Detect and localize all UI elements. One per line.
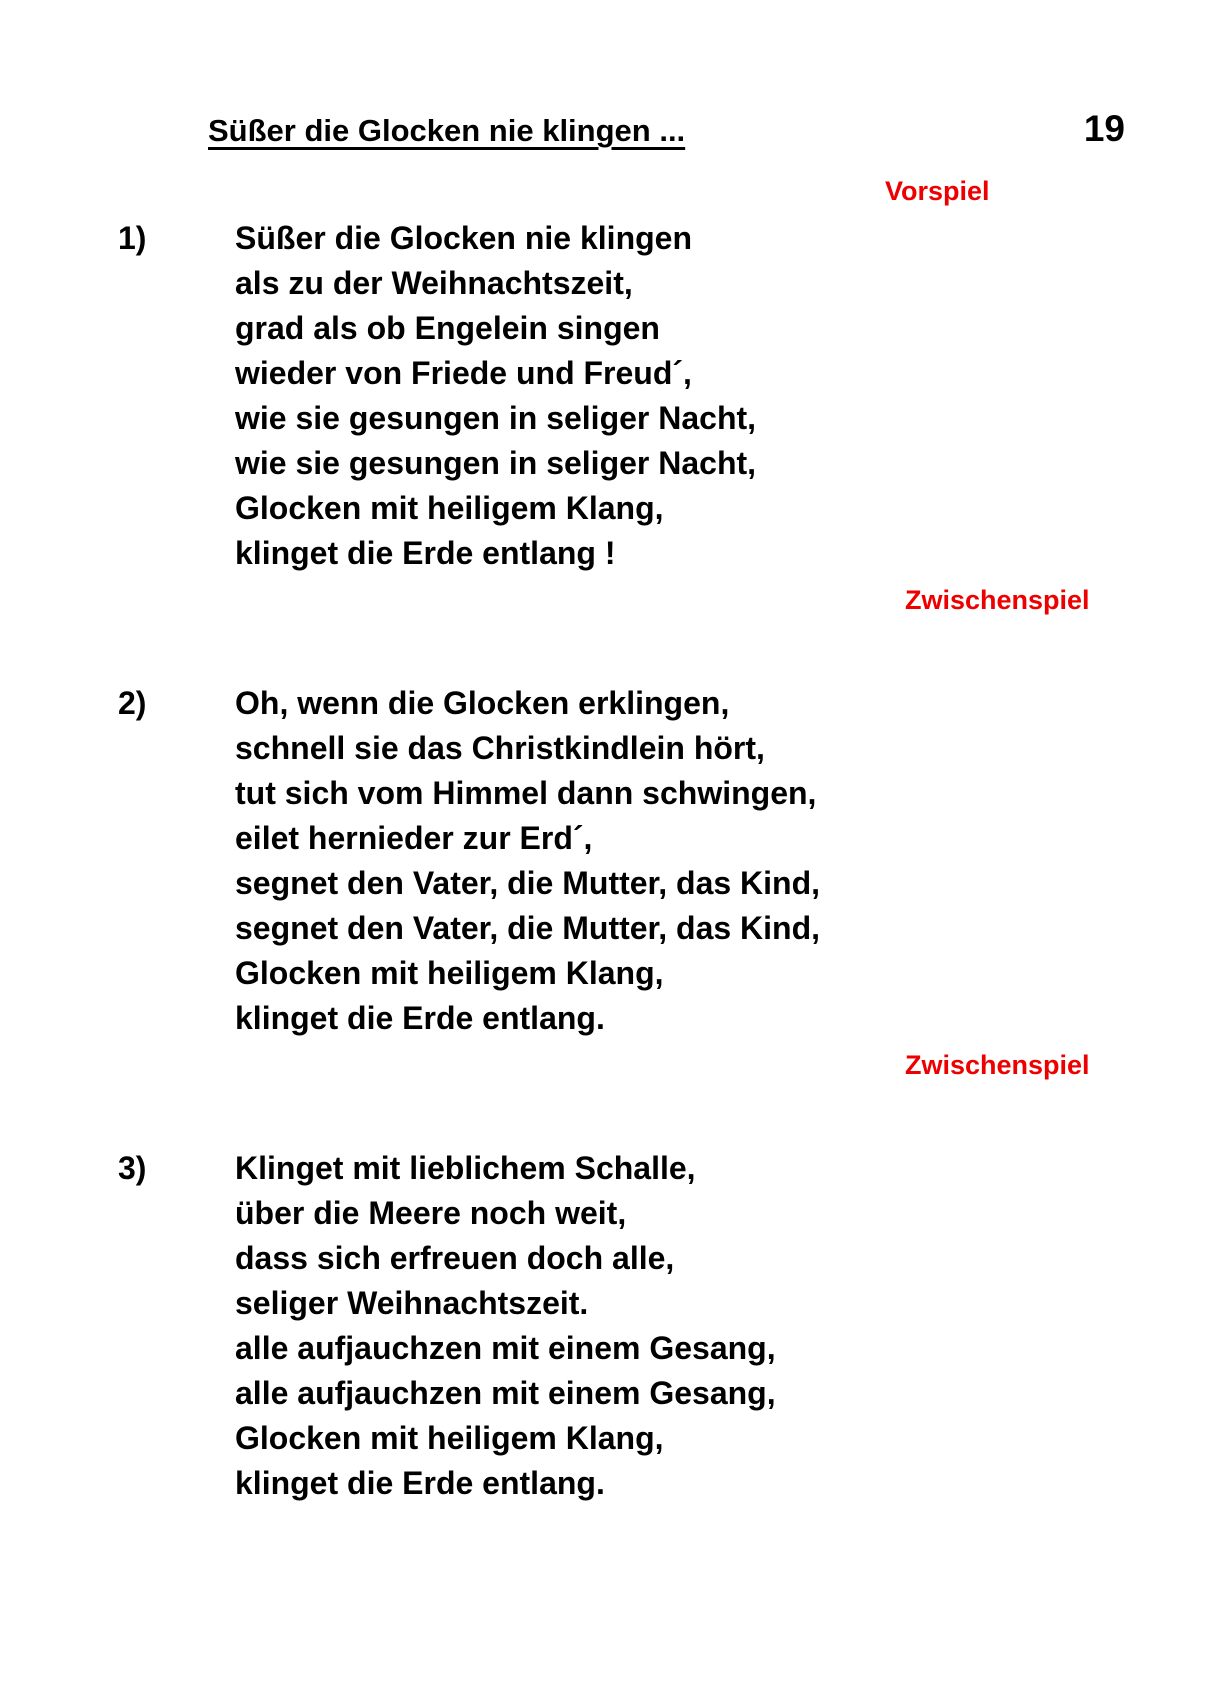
verse-line: Süßer die Glocken nie klingen xyxy=(235,220,692,256)
verse-line: wieder von Friede und Freud´, xyxy=(235,355,692,391)
verse-lines xyxy=(235,681,1224,1041)
interlude-label: Zwischenspiel xyxy=(905,1050,1090,1080)
verse-lines xyxy=(235,216,1224,576)
verse-number: 3) xyxy=(118,1150,147,1186)
verse-line: Klinget mit lieblichem Schalle, xyxy=(235,1150,696,1186)
verse-line: wie sie gesungen in seliger Nacht, xyxy=(235,445,757,481)
verse-line: Glocken mit heiligem Klang, xyxy=(235,490,664,526)
verse-line: über die Meere noch weit, xyxy=(235,1195,627,1231)
verse-line: schnell sie das Christkindlein hört, xyxy=(235,730,765,766)
verse-lines xyxy=(235,1146,1224,1506)
verse-line: wie sie gesungen in seliger Nacht, xyxy=(235,400,757,436)
page-header xyxy=(0,108,1224,158)
verse-line: klinget die Erde entlang. xyxy=(235,1000,605,1036)
verse-line: seliger Weihnachtszeit. xyxy=(235,1285,589,1321)
verse-line: alle aufjauchzen mit einem Gesang, xyxy=(235,1330,776,1366)
verse-line: Oh, wenn die Glocken erklingen, xyxy=(235,685,730,721)
verse-line: alle aufjauchzen mit einem Gesang, xyxy=(235,1375,776,1411)
page-number: 19 xyxy=(1083,108,1125,149)
vorspiel-label: Vorspiel xyxy=(885,176,990,206)
verse-line: Glocken mit heiligem Klang, xyxy=(235,1420,664,1456)
verse-line: segnet den Vater, die Mutter, das Kind, xyxy=(235,910,821,946)
interlude-label: Zwischenspiel xyxy=(905,585,1090,615)
verse-line: dass sich erfreuen doch alle, xyxy=(235,1240,675,1276)
verse-line: Glocken mit heiligem Klang, xyxy=(235,955,664,991)
verse xyxy=(0,1146,1224,1506)
verse-line: klinget die Erde entlang. xyxy=(235,1465,605,1501)
verse-line: segnet den Vater, die Mutter, das Kind, xyxy=(235,865,821,901)
verse xyxy=(0,681,1224,1041)
verse-line: grad als ob Engelein singen xyxy=(235,310,660,346)
verse-section xyxy=(0,681,1224,1080)
verses xyxy=(0,216,1224,1506)
verse-line: eilet hernieder zur Erd´, xyxy=(235,820,593,856)
verse-section xyxy=(0,1146,1224,1506)
verse-line: als zu der Weihnachtszeit, xyxy=(235,265,633,301)
verse-number: 1) xyxy=(118,220,147,256)
verse-section xyxy=(0,216,1224,615)
song-title: Süßer die Glocken nie klingen ... xyxy=(208,113,686,148)
verse-number: 2) xyxy=(118,685,147,721)
verse-line: tut sich vom Himmel dann schwingen, xyxy=(235,775,817,811)
verse-line: klinget die Erde entlang ! xyxy=(235,535,616,571)
verse xyxy=(0,216,1224,576)
